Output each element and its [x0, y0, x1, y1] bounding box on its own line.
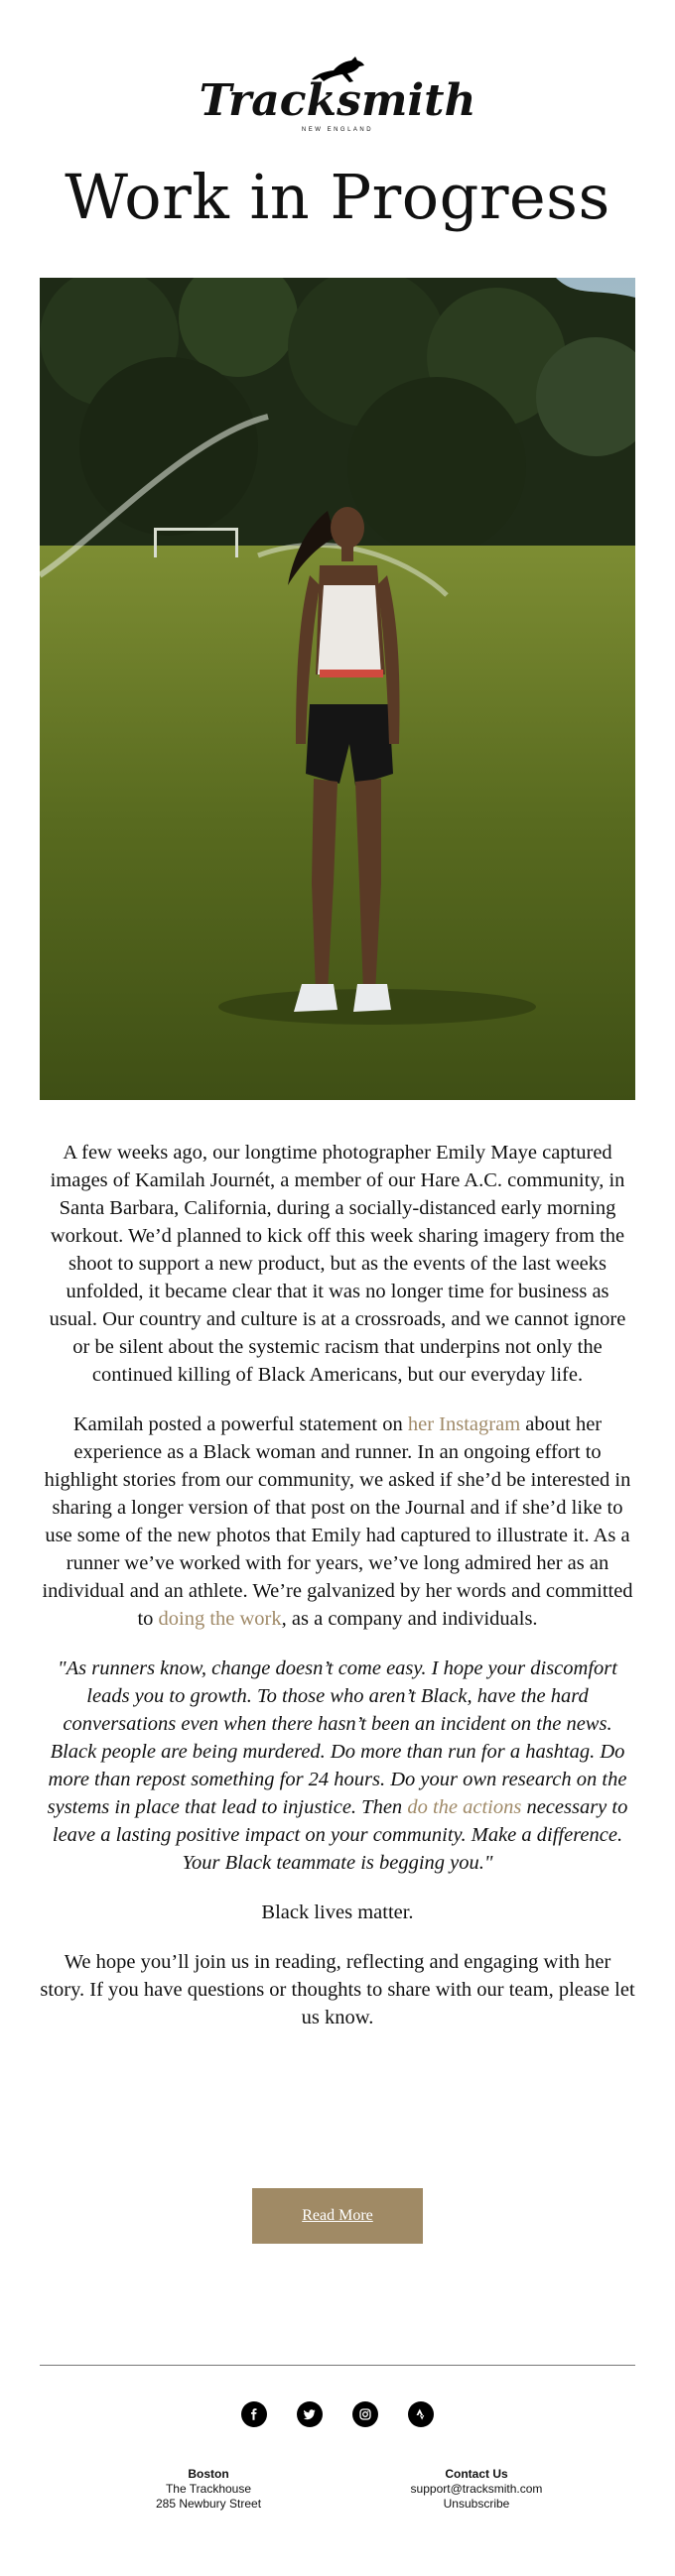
instagram-icon[interactable] — [352, 2401, 378, 2427]
brand-wordmark: Tracksmith — [199, 75, 476, 126]
article-body — [40, 1139, 635, 2053]
support-email-link[interactable]: support@tracksmith.com — [410, 2482, 543, 2496]
unsubscribe-link[interactable]: Unsubscribe — [443, 2497, 510, 2511]
footer-contact — [328, 2467, 625, 2512]
footer-street: 285 Newbury Street — [155, 2497, 262, 2511]
footer-contact-heading: Contact Us — [445, 2467, 508, 2481]
footer-store-name: The Trackhouse — [165, 2482, 252, 2496]
doing-the-work-link[interactable]: doing the work — [158, 1608, 282, 1630]
text-run: , as a company and individuals. — [281, 1608, 538, 1630]
do-the-actions-link[interactable]: do the actions — [407, 1796, 522, 1818]
facebook-icon[interactable] — [241, 2401, 267, 2427]
pull-quote — [40, 1655, 635, 1877]
text-run: about her experience as a Black woman and runner. In an ongoing effort to highlight stories from our community, we asked if she’d be interested in sharing a longer version of that post on the Journal and if she’d like to use some of the new photos that Emily had captured to illustrate it. As a runner we’ve worked with for years, we’ve long admired her as an individual and an athlete. We’re galvanized by her words and committed to — [42, 1413, 633, 1630]
article-paragraph: A few weeks ago, our longtime photographer Emily Maye captured images of Kamilah Journét, a member of our Hare A.C. community, in Santa Barbara, California, during a socially-distanced early morning workout. We’d planned to kick off this week sharing imagery from the shoot to support a new product, but as the events of the last weeks unfolded, it became clear that it was no longer time for business as usual. Our country and culture is at a crossroads, and we cannot ignore or be silent about the systemic racism that underpins not only the continued killing of Black Americans, but our everyday life. — [49, 1142, 626, 1386]
twitter-icon[interactable] — [297, 2401, 323, 2427]
instagram-link[interactable]: her Instagram — [407, 1413, 521, 1435]
footer-address — [60, 2467, 357, 2512]
brand-logo[interactable] — [0, 56, 675, 133]
runner-photo — [40, 278, 635, 1100]
article-paragraph: Black lives matter. — [261, 1901, 414, 1923]
footer-location-heading: Boston — [188, 2467, 229, 2481]
article-paragraph — [40, 1411, 635, 1633]
social-links — [0, 2401, 675, 2427]
article-paragraph: We hope you’ll join us in reading, reflecting and engaging with her story. If you have questions or thoughts to share with our team, please let us know. — [40, 1951, 635, 2028]
footer-divider — [40, 2365, 635, 2366]
hero-image[interactable] — [40, 278, 635, 1100]
text-run: "As runners know, change doesn’t come easy. I hope your discomfort leads you to growth. To those who aren’t Black, have the hard conversations even when there hasn’t been an incident on the news. Black people are being murdered. Do more than run for a hashtag. Do more than repost something for 24 hours. Do your own research on the systems in place that lead to injustice. Then — [47, 1657, 627, 1818]
text-run: necessary to leave a lasting positive impact on your community. Make a difference. Your Black teammate is begging you." — [52, 1796, 628, 1874]
strava-icon[interactable] — [408, 2401, 434, 2427]
page-title: Work in Progress — [65, 161, 610, 233]
brand-region: NEW ENGLAND — [301, 127, 374, 133]
read-more-button[interactable]: Read More — [252, 2188, 423, 2244]
text-run: Kamilah posted a powerful statement on — [72, 1413, 408, 1435]
